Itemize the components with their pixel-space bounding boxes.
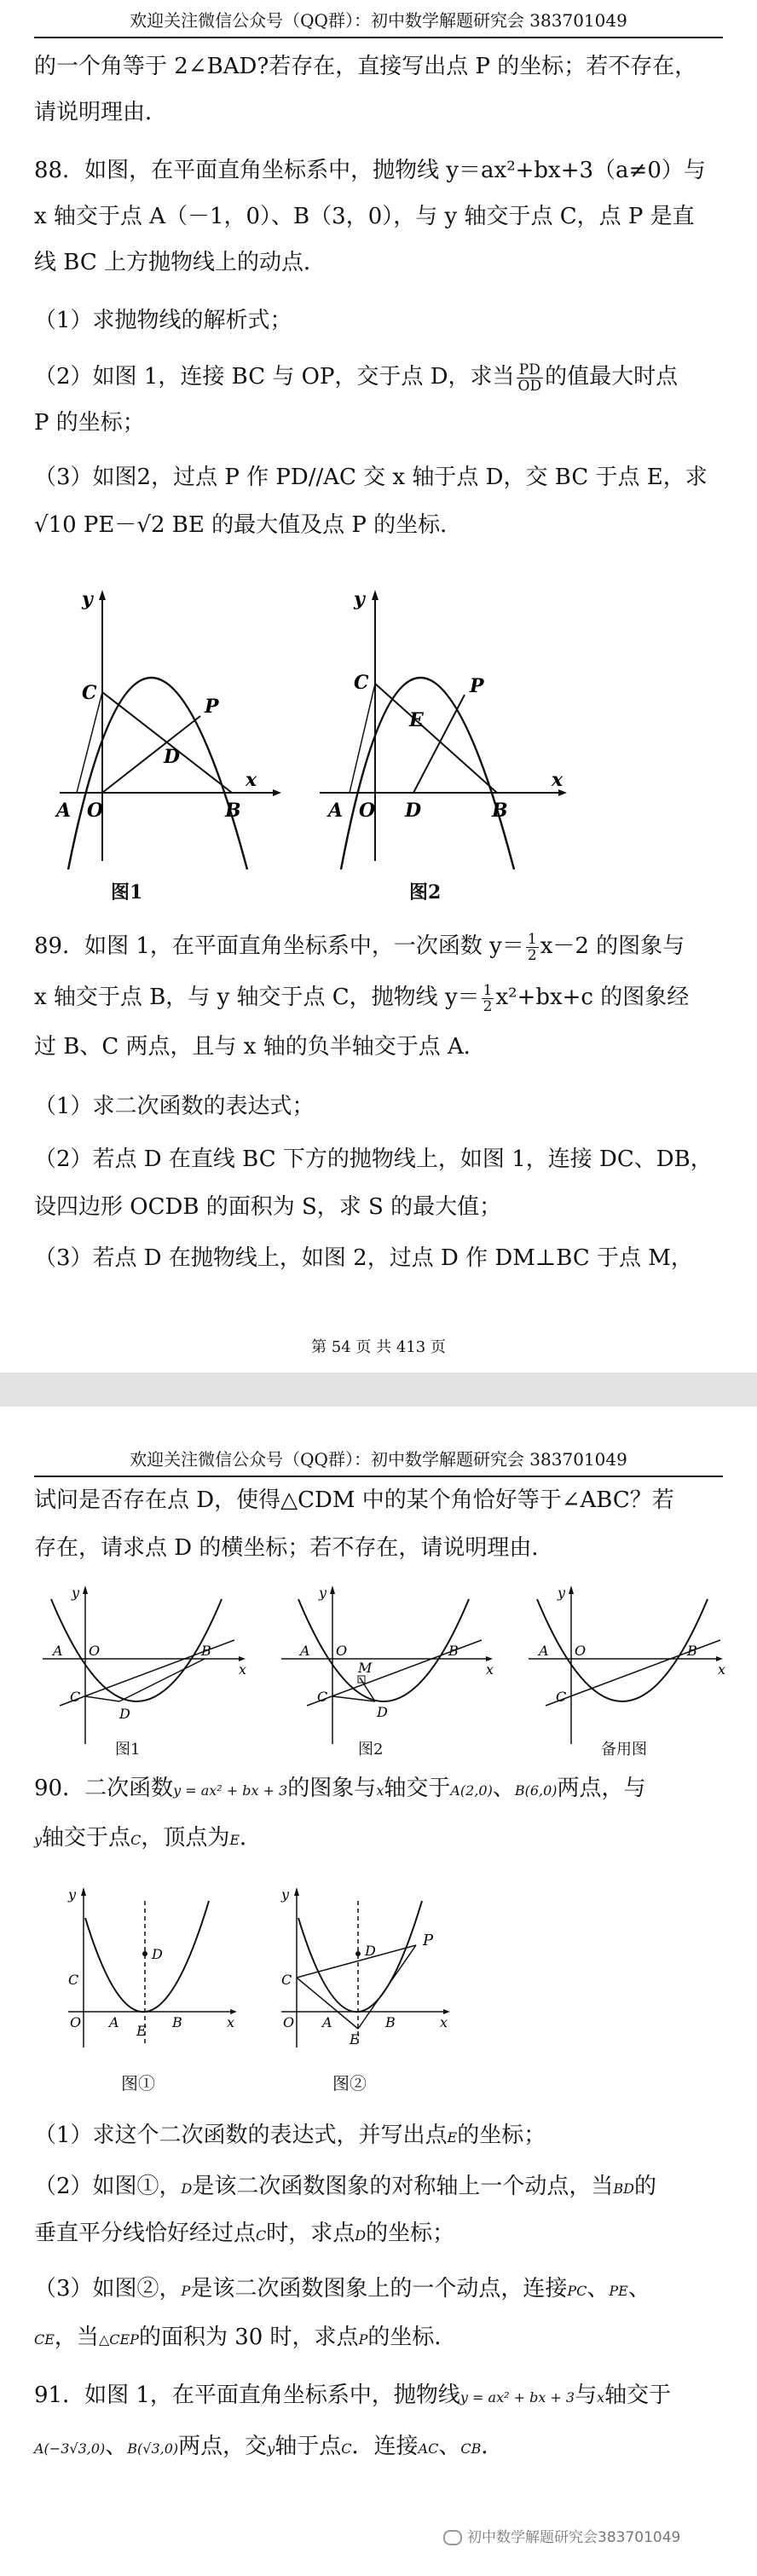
chat-bubble-icon <box>443 2530 462 2545</box>
text-line: 的一个角等于 2∠BAD?若存在，直接写出点 P 的坐标；若不存在， <box>34 54 697 79</box>
math-var: D <box>181 2180 193 2197</box>
text-line: 存在，请求点 D 的横坐标；若不存在，请说明理由． <box>34 1535 554 1561</box>
text: 两点，与 <box>557 1776 646 1801</box>
q88-part3: （3）如图2，过点 P 作 PD//AC 交 x 轴于点 D，交 BC 于点 E，求 <box>34 465 708 490</box>
text: （1）求这个二次函数的表达式，并写出点 <box>34 2123 448 2148</box>
text: 的坐标； <box>457 2123 546 2148</box>
math-point: A(−3√3,0) <box>34 2440 106 2457</box>
q91-line <box>34 2429 723 2466</box>
page-header: 欢迎关注微信公众号（QQ群）：初中数学解题研究会 383701049 <box>34 1446 723 1477</box>
figure-caption: 图2 <box>358 1741 384 1759</box>
point-label-b: B <box>492 800 508 822</box>
text: （2）如图 1，连接 BC 与 OP，交于点 D，求当 <box>34 364 515 390</box>
point-label-d: D <box>152 1946 163 1962</box>
fraction-pd-od <box>517 362 544 394</box>
figure-caption: 备用图 <box>601 1741 647 1759</box>
math-var: PE <box>609 2283 628 2299</box>
math-var: CE <box>34 2331 55 2348</box>
math-var: △CEP <box>98 2331 139 2348</box>
point-label-b: B <box>687 1643 697 1659</box>
watermark-text: 初中数学解题研究会383701049 <box>467 2529 681 2546</box>
math-var: y <box>267 2440 275 2457</box>
fraction-denominator: 2 <box>483 997 493 1015</box>
point-label-c: C <box>82 682 97 704</box>
q89-figure-spare <box>520 1582 733 1753</box>
q90-part3-cont <box>34 2320 723 2357</box>
text: 两点，交 <box>178 2434 268 2459</box>
q89-figure-1 <box>34 1582 256 1753</box>
text: ． <box>240 1825 263 1851</box>
fraction-numerator: 1 <box>527 930 537 948</box>
text: 、 <box>587 2276 610 2302</box>
point-label-c: C <box>68 1972 79 1988</box>
axis-label-x: x <box>239 1661 247 1678</box>
point-label-b: B <box>172 2014 182 2030</box>
q90-line <box>34 1821 723 1857</box>
axis-label-y: y <box>354 588 365 610</box>
text: 的坐标． <box>367 2325 457 2350</box>
page-header: 欢迎关注微信公众号（QQ群）：初中数学解题研究会 383701049 <box>34 7 723 38</box>
text: 、 <box>438 2434 461 2459</box>
q88-part2-cont: P 的坐标； <box>34 410 145 436</box>
text: 轴交于 <box>604 2383 672 2408</box>
text: 垂直平分线恰好经过点 <box>34 2221 257 2246</box>
math-point: A(2,0) <box>450 1782 493 1799</box>
q90-part2-cont <box>34 2216 723 2253</box>
text: 、 <box>492 1776 515 1801</box>
fraction-half <box>526 932 539 963</box>
point-label-d: D <box>365 1943 376 1959</box>
point-label-c: C <box>556 1689 567 1705</box>
point-label-b: B <box>385 2014 396 2030</box>
text: 是该二次函数图象的对称轴上一个动点，当 <box>192 2174 614 2199</box>
text: 时，求点 <box>266 2221 355 2246</box>
axis-label-x: x <box>718 1661 726 1678</box>
text: x²+bx+c 的图象经 <box>495 985 690 1010</box>
q90-part2 <box>34 2169 723 2206</box>
axis-label-y: y <box>82 588 93 610</box>
math-var: E <box>229 1832 240 1848</box>
text: （2）如图①， <box>34 2174 182 2199</box>
q89-line <box>34 929 723 963</box>
math-var: C <box>341 2440 352 2457</box>
math-var: P <box>181 2283 191 2299</box>
page-footer: 第 54 页 共 413 页 <box>311 1338 446 1356</box>
text: （3）如图②， <box>34 2276 182 2302</box>
point-label-m: M <box>358 1660 373 1676</box>
q88-part3-cont: √10 PE－√2 BE 的最大值及点 P 的坐标． <box>34 512 463 538</box>
axis-label-x: x <box>227 2014 235 2030</box>
q90-figure-1 <box>60 1884 247 2054</box>
q88-line: 88．如图，在平面直角坐标系中，抛物线 y＝ax²+bx+3（a≠0）与 <box>34 158 706 183</box>
math-var: y <box>34 1832 43 1848</box>
axis-label-y: y <box>281 1886 290 1903</box>
point-label-a: A <box>328 800 344 822</box>
point-label-c: C <box>317 1689 328 1705</box>
point-label-e: E <box>409 709 424 731</box>
axis-label-x: x <box>552 769 563 791</box>
point-label-o: O <box>359 800 376 822</box>
axis-label-x: x <box>246 769 257 791</box>
fraction-numerator: 1 <box>483 981 493 999</box>
q88-figure-2 <box>311 588 575 869</box>
axis-label-x: x <box>486 1661 494 1678</box>
point-label-o: O <box>575 1643 587 1659</box>
text: 90．二次函数 <box>34 1776 174 1801</box>
axis-label-y: y <box>68 1886 77 1903</box>
axis-label-y: y <box>72 1585 80 1601</box>
text: 的 <box>633 2174 656 2199</box>
point-label-a: A <box>300 1643 310 1659</box>
text: 91．如图 1，在平面直角坐标系中，抛物线 <box>34 2383 460 2408</box>
point-label-o: O <box>89 1643 101 1659</box>
text: 的图象与 <box>287 1776 377 1801</box>
q89-line <box>34 980 723 1014</box>
point-label-d: D <box>377 1704 388 1720</box>
point-label-b: B <box>225 800 241 822</box>
point-label-o: O <box>87 800 104 822</box>
q88-figure-1 <box>43 588 290 869</box>
point-label-a: A <box>539 1643 549 1659</box>
q91-line <box>34 2378 723 2415</box>
text: 89．如图 1，在平面直角坐标系中，一次函数 y＝ <box>34 933 524 959</box>
q89-line: 过 B、C 两点，且与 x 轴的负半轴交于点 A． <box>34 1034 486 1060</box>
math-var: CB <box>460 2440 482 2457</box>
q88-line: 线 BC 上方抛物线上的动点． <box>34 250 326 275</box>
figure-caption: 图1 <box>115 1741 141 1759</box>
math-var: AC <box>418 2440 439 2457</box>
fraction-denominator: OD <box>517 377 542 395</box>
point-label-o: O <box>283 2014 295 2030</box>
q89-figure-2 <box>273 1582 503 1753</box>
text: 的值最大时点 <box>545 364 679 390</box>
point-label-b: B <box>448 1643 459 1659</box>
text: 、 <box>627 2276 650 2302</box>
text: ，当 <box>54 2325 99 2350</box>
page-separator <box>0 1372 757 1406</box>
math-var: C <box>256 2227 267 2244</box>
q90-figure-2 <box>273 1884 477 2054</box>
axis-label-y: y <box>319 1585 327 1601</box>
text: x 轴交于点 B，与 y 轴交于点 C，抛物线 y＝ <box>34 985 480 1010</box>
text: 轴交于 <box>384 1776 451 1801</box>
math-var: C <box>130 1832 142 1848</box>
text: x－2 的图象与 <box>540 933 685 959</box>
q90-line <box>34 1771 723 1808</box>
q90-part1 <box>34 2118 723 2155</box>
fraction-denominator: 2 <box>527 946 537 964</box>
text: 是该二次函数图象上的一个动点，连接 <box>190 2276 568 2302</box>
q88-part1: （1）求抛物线的解析式； <box>34 308 292 333</box>
figure-caption: 图② <box>332 2073 367 2094</box>
equation: y = ax² + bx + 3 <box>173 1782 288 1799</box>
point-label-p: P <box>423 1932 434 1949</box>
math-var: PC <box>567 2283 587 2299</box>
watermark <box>443 2525 680 2546</box>
text: 轴于点 <box>274 2434 342 2459</box>
figure-caption: 图2 <box>409 881 442 904</box>
q88-part2 <box>34 360 723 394</box>
point-label-d: D <box>164 746 181 768</box>
text-line: 试问是否存在点 D，使得△CDM 中的某个角恰好等于∠ABC？若 <box>34 1487 674 1513</box>
point-label-c: C <box>70 1689 81 1705</box>
q90-part3 <box>34 2272 723 2308</box>
point-label-b: B <box>201 1643 211 1659</box>
point-label-c: C <box>281 1972 292 1988</box>
figure-caption: 图① <box>121 2073 155 2094</box>
q88-line: x 轴交于点 A（－1，0）、B（3，0），与 y 轴交于点 C，点 P 是直 <box>34 204 695 229</box>
text: 的坐标； <box>366 2221 455 2246</box>
q89-part1: （1）求二次函数的表达式； <box>34 1094 315 1119</box>
text: ，顶点为 <box>141 1825 230 1851</box>
math-var: BD <box>613 2180 634 2197</box>
point-label-a: A <box>109 2014 119 2030</box>
math-var: E <box>447 2129 458 2146</box>
point-label-p: P <box>470 675 484 697</box>
text-line: 请说明理由． <box>34 100 168 125</box>
math-point: B(√3,0) <box>127 2440 179 2457</box>
q89-part3: （3）若点 D 在抛物线上，如图 2，过点 D 作 DM⊥BC 于点 M， <box>34 1245 693 1271</box>
point-label-d: D <box>405 800 422 822</box>
text: ．连接 <box>351 2434 419 2459</box>
text: 与 <box>575 2383 598 2408</box>
fraction-numerator: PD <box>517 362 544 378</box>
math-var: P <box>358 2331 368 2348</box>
point-label-o: O <box>336 1643 348 1659</box>
point-label-o: O <box>70 2014 82 2030</box>
text: 轴交于点 <box>42 1825 131 1851</box>
math-var: x <box>597 2389 605 2406</box>
axis-label-y: y <box>558 1585 566 1601</box>
point-label-a: A <box>56 800 72 822</box>
text: 的面积为 30 时，求点 <box>138 2325 359 2350</box>
q89-part2-cont: 设四边形 OCDB 的面积为 S，求 S 的最大值； <box>34 1194 502 1220</box>
point-label-c: C <box>354 672 369 694</box>
equation: y = ax² + bx + 3 <box>459 2389 575 2406</box>
fraction-half <box>482 983 494 1014</box>
point-label-d: D <box>119 1706 130 1722</box>
math-point: B(6,0) <box>514 1782 558 1799</box>
point-label-e: E <box>136 2023 147 2039</box>
point-label-p: P <box>205 696 219 718</box>
point-label-a: A <box>53 1643 63 1659</box>
text: ． <box>481 2434 504 2459</box>
point-label-e: E <box>350 2031 360 2048</box>
math-var: D <box>355 2227 367 2244</box>
figure-caption: 图1 <box>111 881 143 904</box>
axis-label-x: x <box>440 2014 448 2030</box>
text: 、 <box>105 2434 128 2459</box>
page-2 <box>0 1406 757 2576</box>
point-label-a: A <box>322 2014 332 2030</box>
q89-part2: （2）若点 D 在直线 BC 下方的抛物线上，如图 1，连接 DC、DB， <box>34 1146 713 1172</box>
math-var: x <box>376 1782 384 1799</box>
